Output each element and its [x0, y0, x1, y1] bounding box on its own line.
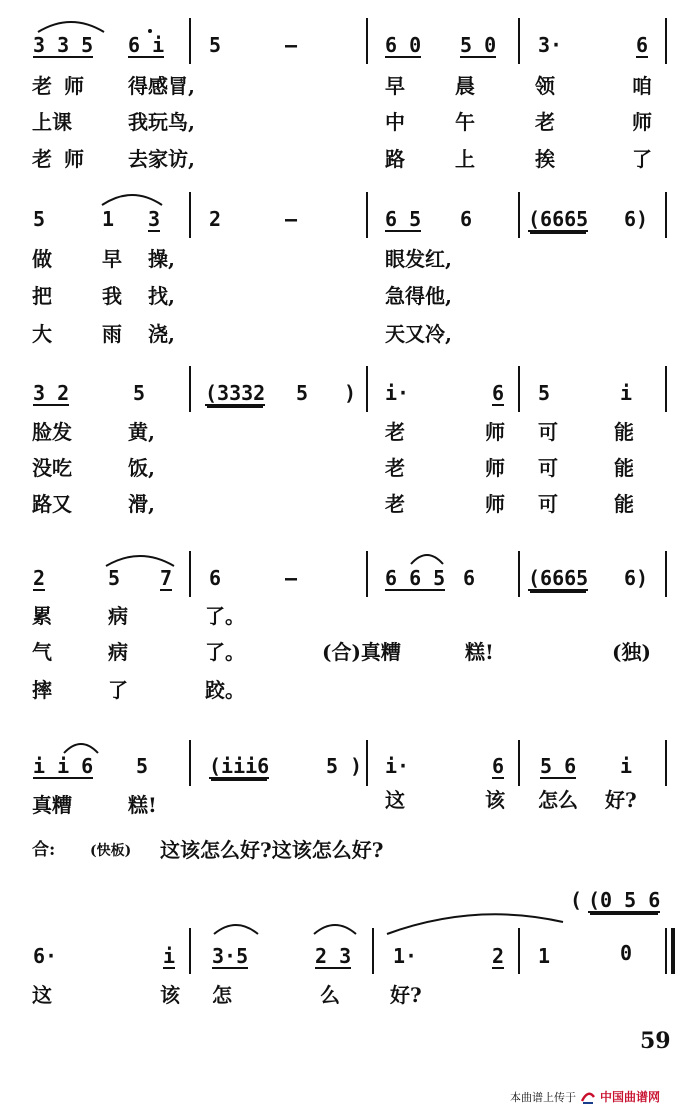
lyric: 了: [108, 678, 128, 702]
barline: [189, 740, 191, 786]
note: 2: [33, 566, 46, 590]
barline: [518, 366, 520, 412]
lyric: 没吃: [32, 456, 72, 480]
note: 6: [209, 566, 222, 590]
lyric: 真糟: [32, 793, 72, 817]
chorus-text: 这该怎么好?这该怎么好?: [160, 838, 384, 862]
lyric: 老: [385, 420, 405, 444]
site-brand[interactable]: 中国曲谱网: [600, 1090, 661, 1104]
note: 6: [492, 754, 505, 778]
final-barline-thick: [671, 928, 675, 974]
lyric: 老: [385, 492, 405, 516]
note-group: (0 5 6: [588, 888, 661, 912]
note: 1·: [393, 944, 418, 968]
paren: ): [350, 754, 363, 778]
lyric: 早: [102, 247, 122, 271]
slur: [104, 548, 176, 568]
note: 6): [624, 566, 649, 590]
lyric: 老: [535, 110, 555, 134]
lyric: 师: [64, 147, 84, 171]
note: 6: [492, 381, 505, 405]
note-group: 6 0: [385, 33, 422, 57]
lyric: 好?: [605, 788, 637, 812]
lyric: 能: [614, 420, 634, 444]
lyric: 气: [32, 640, 52, 664]
barline: [189, 18, 191, 64]
barline: [366, 18, 368, 64]
dash: —: [285, 566, 298, 590]
rest: 0: [620, 941, 633, 965]
note-group: 5 0: [460, 33, 497, 57]
barline: [372, 928, 374, 974]
lyric: 师: [485, 492, 505, 516]
lyric: 把: [32, 284, 52, 308]
barline: [665, 740, 667, 786]
page-number: 59: [640, 1028, 671, 1054]
lyric: 么: [320, 983, 340, 1007]
lyric: 师: [485, 420, 505, 444]
note-group: 3 3 5: [33, 33, 94, 57]
note: 6·: [33, 944, 58, 968]
barline: [518, 18, 520, 64]
dash: —: [285, 207, 298, 231]
note-group: 6 i: [128, 33, 165, 57]
barline: [665, 192, 667, 238]
lyric: 得感冒,: [128, 74, 195, 98]
lyric: 晨: [455, 74, 475, 98]
barline: [518, 928, 520, 974]
lyric: 了。: [205, 604, 245, 628]
lyric: 师: [632, 110, 652, 134]
lyric: (合)真糟: [322, 640, 401, 664]
lyric: 路又: [32, 492, 72, 516]
lyric: 可: [538, 456, 558, 480]
barline: [189, 366, 191, 412]
lyric: 中: [385, 110, 405, 134]
final-barline-thin: [665, 928, 667, 974]
lyric: 挨: [535, 147, 555, 171]
note-group: 6 6 5: [385, 566, 446, 590]
lyric: 饭,: [128, 456, 155, 480]
lyric: 了。: [205, 640, 245, 664]
barline: [366, 740, 368, 786]
lyric: 老: [385, 456, 405, 480]
lyric: 午: [455, 110, 475, 134]
lyric: 滑,: [128, 492, 155, 516]
slur: [36, 14, 106, 34]
barline: [366, 366, 368, 412]
footer: [510, 1088, 660, 1105]
note-group: (3332: [205, 381, 266, 405]
slur: [212, 918, 260, 936]
note: 5: [209, 33, 222, 57]
lyric: 病: [108, 640, 128, 664]
barline: [366, 551, 368, 597]
barline: [189, 928, 191, 974]
lyric: 这: [32, 983, 52, 1007]
lyric: 眼发红,: [385, 247, 452, 271]
lyric: 可: [538, 492, 558, 516]
note-group: 2 3: [315, 944, 352, 968]
note: 5: [108, 566, 121, 590]
note: 5: [296, 381, 309, 405]
lyric: 糕!: [128, 793, 157, 817]
lyric: 做: [32, 247, 52, 271]
tempo-marking: (快板): [90, 843, 132, 859]
note-group: 5 6: [540, 754, 577, 778]
lyric: 师: [485, 456, 505, 480]
lyric: 上课: [32, 110, 72, 134]
note: 2: [209, 207, 222, 231]
octave-dot: [148, 29, 152, 33]
lyric: 我: [102, 284, 122, 308]
lyric: 路: [385, 147, 405, 171]
footer-text: 本曲谱上传于: [510, 1090, 576, 1104]
lyric: 咱: [632, 74, 652, 98]
lyric: 老: [32, 147, 52, 171]
lyric: 怎: [212, 983, 232, 1007]
lyric: 糕!: [465, 640, 494, 664]
lyric: 黄,: [128, 420, 155, 444]
note: 6: [636, 33, 649, 57]
note: 3: [148, 207, 161, 231]
site-logo-icon: [580, 1090, 596, 1104]
barline: [518, 551, 520, 597]
dash: —: [285, 33, 298, 57]
slur: [312, 918, 358, 936]
note: 5: [326, 754, 339, 778]
note-group: 6 5: [385, 207, 422, 231]
lyric: 摔: [32, 678, 52, 702]
slur: [62, 737, 100, 755]
lyric: 累: [32, 604, 52, 628]
paren: ): [344, 381, 357, 405]
barline: [518, 192, 520, 238]
lyric: 雨: [102, 322, 122, 346]
lyric: 这: [385, 788, 405, 812]
note: i·: [385, 381, 410, 405]
lyric: 该: [160, 983, 180, 1007]
note-group: (6665: [528, 566, 589, 590]
lyric: 操,: [148, 247, 175, 271]
note: 5: [538, 381, 551, 405]
lyric: 去家访,: [128, 147, 195, 171]
note-group: (6665: [528, 207, 589, 231]
note-group: 3 2: [33, 381, 70, 405]
chorus-label: 合:: [32, 840, 56, 860]
note-group: i i 6: [33, 754, 94, 778]
note-group: 3·5: [212, 944, 249, 968]
lyric: 可: [538, 420, 558, 444]
barline: [189, 551, 191, 597]
lyric: 该: [485, 788, 505, 812]
lyric: 我玩鸟,: [128, 110, 195, 134]
barline: [665, 551, 667, 597]
note: 2: [492, 944, 505, 968]
lyric: (独): [612, 640, 651, 664]
lyric: 大: [32, 322, 52, 346]
lyric: 好?: [390, 983, 422, 1007]
barline: [665, 18, 667, 64]
note: i·: [385, 754, 410, 778]
lyric: 领: [535, 74, 555, 98]
note: 6: [460, 207, 473, 231]
slur: [385, 910, 565, 936]
lyric: 了: [632, 147, 652, 171]
note: i: [163, 944, 176, 968]
lyric: 浇,: [148, 322, 175, 346]
note: 1: [538, 944, 551, 968]
lyric: 早: [385, 74, 405, 98]
lyric: 病: [108, 604, 128, 628]
note-group: (iii6: [209, 754, 270, 778]
paren-open: (: [570, 888, 583, 912]
lyric: 怎么: [538, 788, 578, 812]
lyric: 老: [32, 74, 52, 98]
note: 1: [102, 207, 115, 231]
lyric: 脸发: [32, 420, 72, 444]
lyric: 能: [614, 456, 634, 480]
note: 7: [160, 566, 173, 590]
note: i: [620, 381, 633, 405]
lyric: 急得他,: [385, 284, 452, 308]
barline: [518, 740, 520, 786]
note: 5: [33, 207, 46, 231]
lyric: 跤。: [205, 678, 245, 702]
lyric: 师: [64, 74, 84, 98]
note: 5: [133, 381, 146, 405]
lyric: 能: [614, 492, 634, 516]
note: 6): [624, 207, 649, 231]
note: 5: [136, 754, 149, 778]
lyric: 上: [455, 147, 475, 171]
lyric: 天又冷,: [385, 322, 452, 346]
slur: [100, 187, 164, 207]
note: 3·: [538, 33, 563, 57]
slur: [409, 548, 445, 566]
barline: [189, 192, 191, 238]
note: 6: [463, 566, 476, 590]
barline: [665, 366, 667, 412]
note: i: [620, 754, 633, 778]
lyric: 找,: [148, 284, 175, 308]
barline: [366, 192, 368, 238]
